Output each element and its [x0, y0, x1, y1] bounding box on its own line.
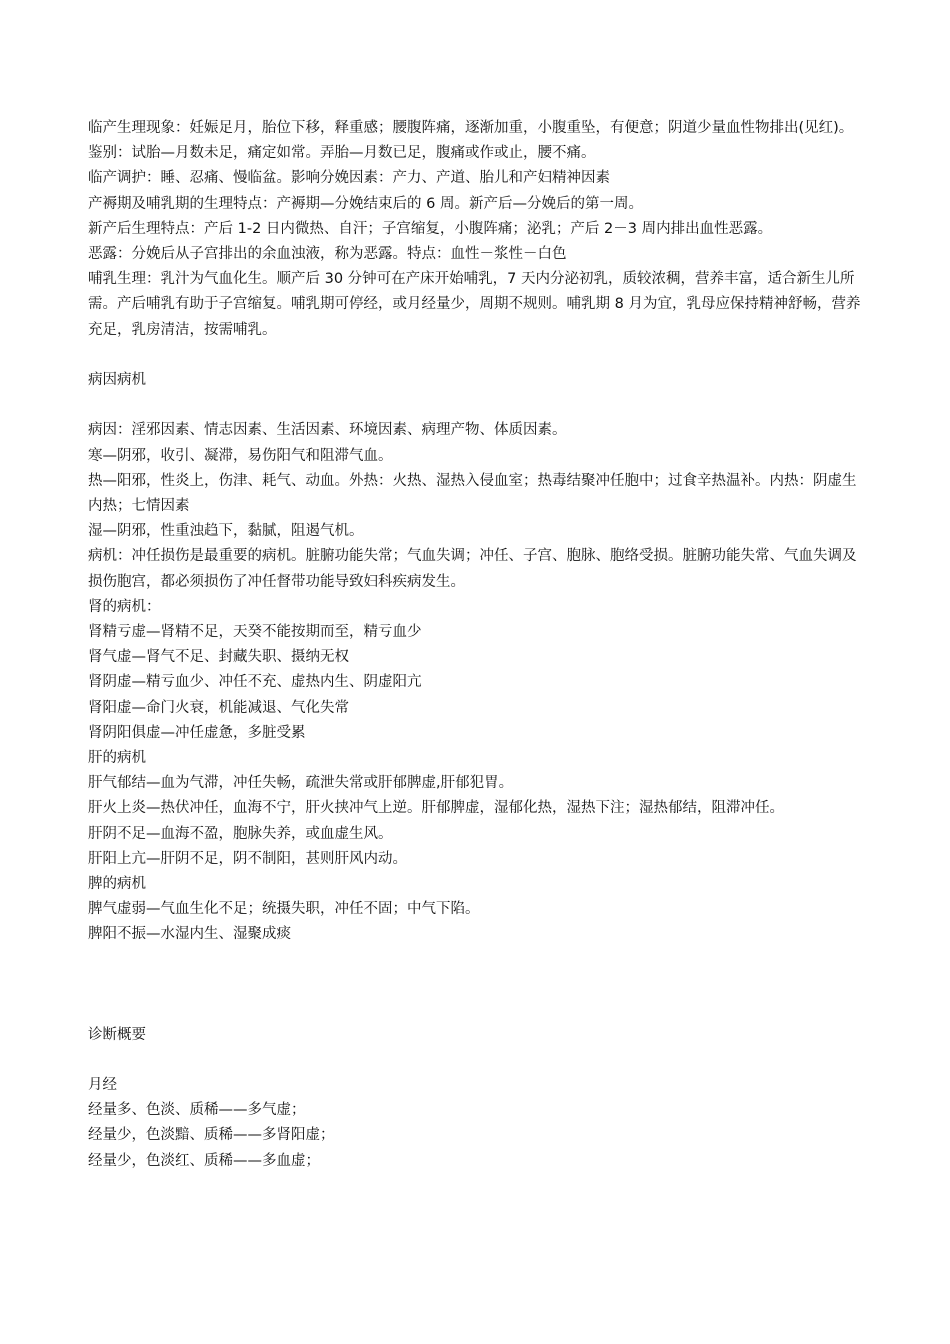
section-heading-etiology: 病因病机 [88, 372, 146, 389]
paragraph: 鉴别：试胎—月数未足，痛定如常。弄胎—月数已足，腹痛或作或止，腰不痛。 [88, 145, 596, 162]
paragraph: 肾气虚—肾气不足、封藏失职、摄纳无权 [88, 649, 349, 666]
blank-lines [88, 948, 868, 1023]
paragraph: 产褥期及哺乳期的生理特点：产褥期—分娩结束后的 6 周。新产后—分娩后的第一周。 [88, 195, 643, 212]
paragraph: 经量少，色淡红、质稀——多血虚； [88, 1152, 320, 1169]
paragraph: 脾气虚弱—气血生化不足；统摄失职，冲任不固；中气下陷。 [88, 901, 480, 918]
paragraph: 肝阳上亢—肝阴不足，阴不制阳，甚则肝风内动。 [88, 850, 407, 867]
paragraph: 肾精亏虚—肾精不足，天癸不能按期而至，精亏血少 [88, 624, 422, 641]
paragraph: 经量少，色淡黯、质稀——多肾阳虚； [88, 1127, 335, 1144]
paragraph: 恶露：分娩后从子宫排出的余血浊液，称为恶露。特点：血性－浆性－白色 [88, 246, 567, 263]
subheading-spleen: 脾的病机 [88, 876, 146, 893]
paragraph: 湿—阴邪，性重浊趋下，黏腻，阻遏气机。 [88, 523, 364, 540]
section-heading-diagnosis: 诊断概要 [88, 1026, 146, 1043]
paragraph: 新产后生理特点：产后 1-2 日内微热、自汗；子宫缩复，小腹阵痛；泌乳；产后 2－3 周内排出血性恶露。 [88, 220, 773, 237]
paragraph: 临产调护：睡、忍痛、慢临盆。影响分娩因素：产力、产道、胎儿和产妇精神因素 [88, 170, 610, 187]
section-diagnosis [88, 1073, 868, 1174]
paragraph: 哺乳生理：乳汁为气血化生。顺产后 30 分钟可在产床开始哺乳，7 天内分泌初乳，质较浓稠，营养丰富，适合新生儿所需。产后哺乳有助于子宫缩复。哺乳期可停经，或月经量少，周期不规则。哺乳期 8 月为宜，乳母应保持精神舒畅，营养充足，乳房清洁，按需哺乳。 [88, 271, 861, 338]
subheading-menstruation: 月经 [88, 1077, 117, 1094]
blank-line [88, 343, 868, 368]
section-postpartum [88, 116, 868, 343]
blank-line [88, 1048, 868, 1073]
subheading-liver: 肝的病机 [88, 750, 146, 767]
paragraph: 病机：冲任损伤是最重要的病机。脏腑功能失常；气血失调；冲任、子宫、胞脉、胞络受损。脏腑功能失常、气血失调及损伤胞宫，都必须损伤了冲任督带功能导致妇科疾病发生。 [88, 548, 857, 590]
paragraph: 病因：淫邪因素、情志因素、生活因素、环境因素、病理产物、体质因素。 [88, 422, 567, 439]
paragraph: 肝气郁结—血为气滞，冲任失畅，疏泄失常或肝郁脾虚,肝郁犯胃。 [88, 775, 514, 792]
paragraph: 肾阳虚—命门火衰，机能减退、气化失常 [88, 699, 349, 716]
paragraph: 肾阴阳俱虚—冲任虚惫，多脏受累 [88, 724, 306, 741]
document-page [88, 116, 868, 1174]
paragraph: 经量多、色淡、质稀——多气虚； [88, 1102, 306, 1119]
paragraph: 临产生理现象：妊娠足月，胎位下移，释重感；腰腹阵痛，逐渐加重，小腹重坠，有便意；阴道少量血性物排出(见红)。 [88, 120, 854, 136]
paragraph: 肝阴不足—血海不盈，胞脉失养，或血虚生风。 [88, 825, 393, 842]
paragraph: 寒—阴邪，收引、凝滞，易伤阳气和阻滞气血。 [88, 447, 393, 464]
paragraph: 肾阴虚—精亏血少、冲任不充、虚热内生、阴虚阳亢 [88, 674, 422, 691]
subheading-kidney: 肾的病机： [88, 598, 161, 615]
section-etiology [88, 418, 868, 947]
paragraph: 热—阳邪，性炎上，伤津、耗气、动血。外热：火热、湿热入侵血室；热毒结聚冲任胞中；过食辛热温补。内热：阴虚生内热；七情因素 [88, 472, 857, 515]
blank-line [88, 393, 868, 418]
paragraph: 脾阳不振—水湿内生、湿聚成痰 [88, 926, 291, 943]
paragraph: 肝火上炎—热伏冲任，血海不宁，肝火挟冲气上逆。肝郁脾虚，湿郁化热，湿热下注；湿热郁结，阻滞冲任。 [88, 800, 784, 817]
